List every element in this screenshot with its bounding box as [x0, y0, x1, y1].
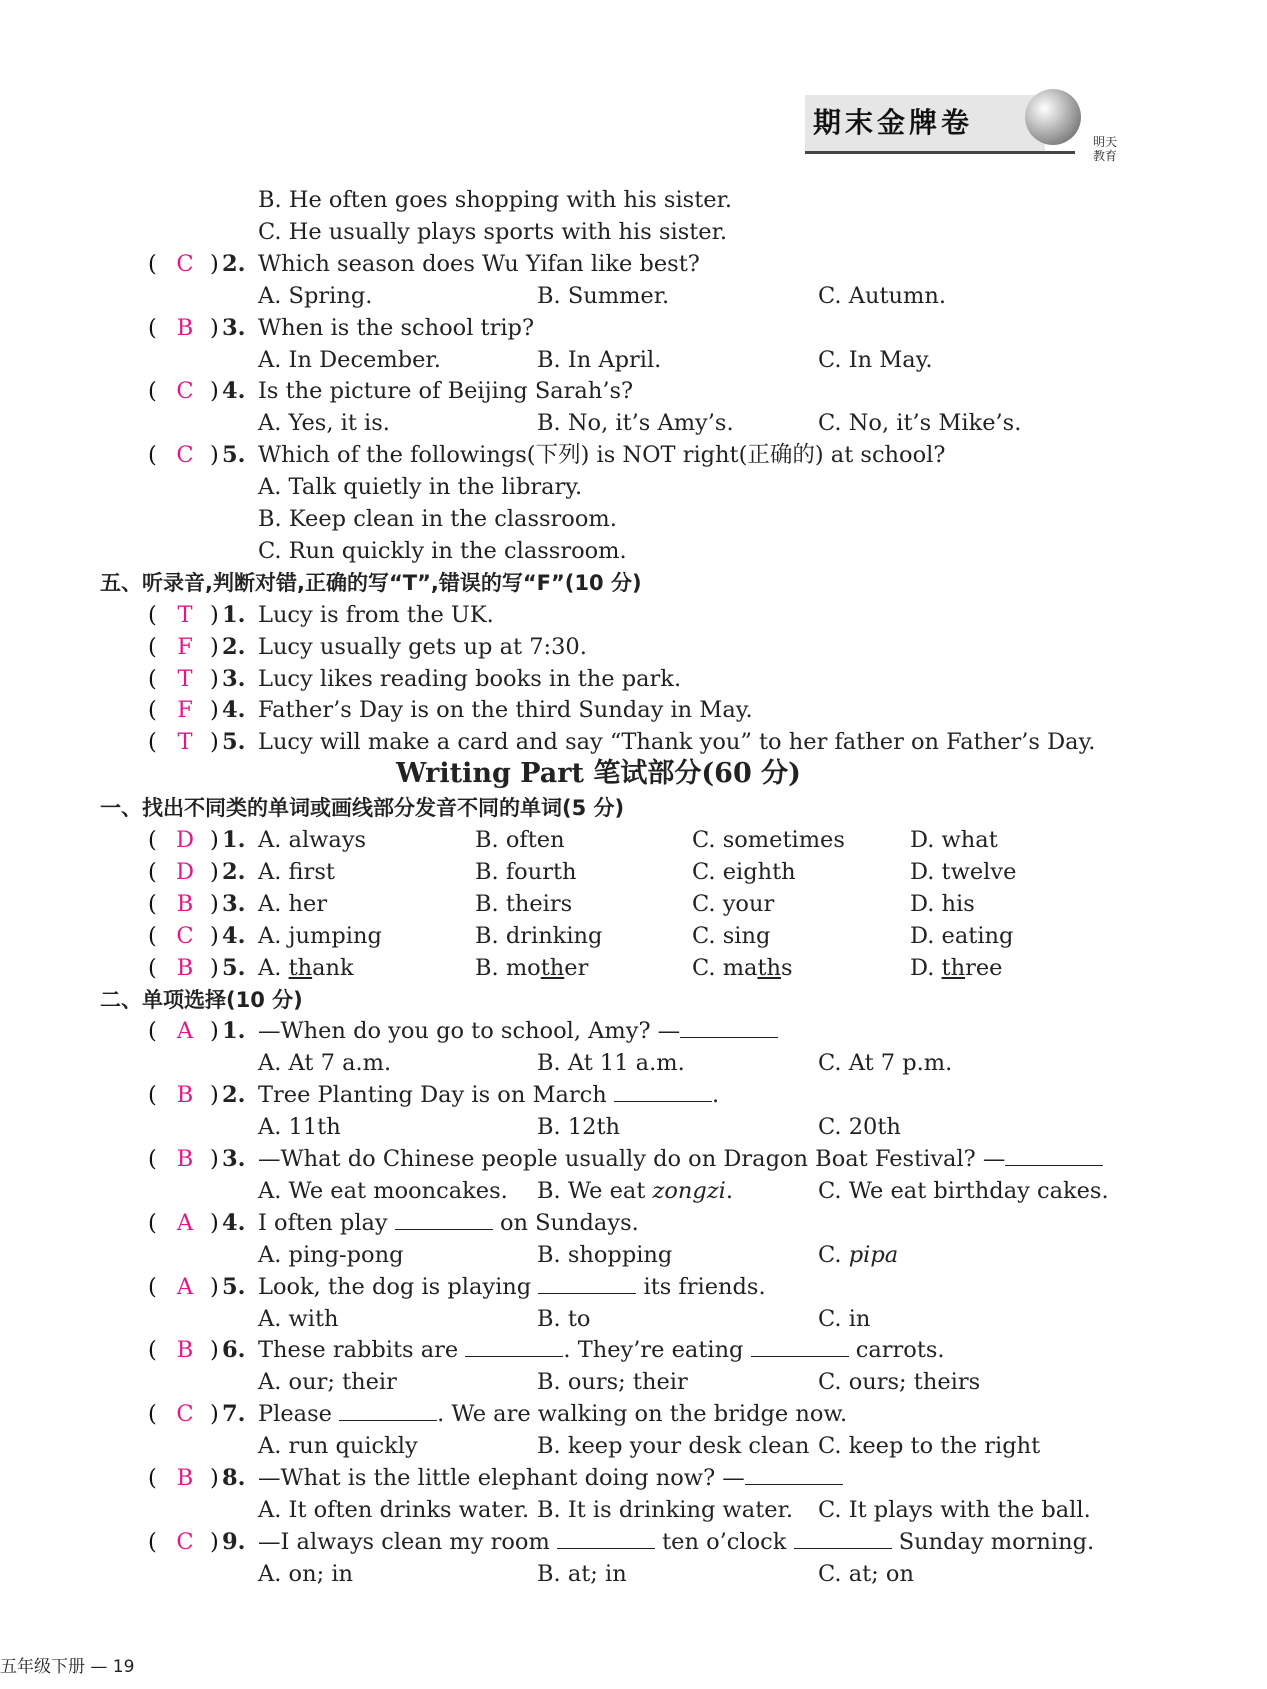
option-text: B. We eat zongzi. — [537, 1177, 734, 1204]
answer-mark: C — [176, 378, 194, 405]
answer-paren-open: ( — [148, 697, 157, 724]
brand-name: 明天教育 — [1093, 135, 1118, 163]
word-option: C. maths — [692, 954, 793, 981]
answer-paren-close: ) — [210, 729, 219, 756]
word-option: A. her — [258, 890, 328, 917]
option-text: A. At 7 a.m. — [258, 1050, 392, 1077]
answer-blank — [395, 1207, 493, 1230]
answer-blank — [794, 1526, 892, 1549]
underlined-part: th — [288, 954, 313, 981]
answer-paren-close: ) — [210, 1337, 219, 1364]
answer-paren-close: ) — [210, 1018, 219, 1045]
answer-paren-open: ( — [148, 1146, 157, 1172]
question-number: 1. — [222, 601, 246, 628]
answer-mark: A — [176, 1018, 194, 1045]
question-stem: When is the school trip? — [258, 314, 535, 341]
answer-paren-open: ( — [148, 1528, 157, 1555]
option-text: C. 20th — [818, 1114, 901, 1141]
question-number: 2. — [222, 1082, 246, 1109]
answer-paren-close: ) — [210, 697, 219, 724]
statement-text: Father’s Day is on the third Sunday in May. — [258, 697, 753, 724]
answer-mark: C — [176, 922, 194, 949]
option-text: C. He usually plays sports with his sister. — [258, 218, 728, 245]
section-heading: 一、找出不同类的单词或画线部分发音不同的单词(5 分) — [100, 796, 625, 821]
option-text: A. Spring. — [258, 282, 373, 309]
answer-mark: T — [177, 601, 193, 628]
underlined-part: th — [540, 954, 565, 981]
option-text: B. ours; their — [537, 1369, 688, 1396]
answer-paren-open: ( — [148, 314, 157, 341]
word-option: A. thank — [258, 954, 354, 981]
question-stem: Tree Planting Day is on March . — [258, 1079, 719, 1111]
question-number: 5. — [222, 1273, 246, 1300]
question-number: 3. — [222, 314, 246, 341]
word-option: C. eighth — [692, 858, 796, 885]
question-number: 4. — [222, 378, 246, 405]
answer-paren-open: ( — [148, 665, 157, 692]
option-text: A. We eat mooncakes. — [258, 1177, 508, 1204]
answer-mark: B — [176, 1337, 194, 1364]
option-text: B. No, it’s Amy’s. — [537, 410, 734, 437]
question-stem: —When do you go to school, Amy? — — [258, 1015, 778, 1047]
word-option: D. eating — [910, 922, 1014, 949]
answer-paren-close: ) — [210, 1146, 219, 1172]
option-text: B. Keep clean in the classroom. — [258, 506, 617, 532]
word-option: B. theirs — [475, 890, 573, 917]
word-option: D. twelve — [910, 858, 1017, 885]
question-number: 8. — [222, 1465, 246, 1491]
answer-mark: C — [176, 250, 194, 277]
question-number: 1. — [222, 1018, 246, 1045]
question-number: 2. — [222, 633, 246, 660]
answer-blank — [614, 1079, 712, 1102]
answer-mark: B — [176, 890, 194, 917]
option-text: B. at; in — [537, 1560, 627, 1587]
answer-paren-open: ( — [148, 1337, 157, 1364]
option-text: A. run quickly — [258, 1433, 418, 1460]
answer-blank — [465, 1334, 563, 1357]
answer-paren-close: ) — [210, 1401, 219, 1428]
option-text: B. 12th — [537, 1114, 621, 1141]
question-stem: Please . We are walking on the bridge now. — [258, 1398, 847, 1430]
option-text: A. Yes, it is. — [258, 410, 390, 437]
answer-blank — [538, 1271, 636, 1294]
word-option: A. jumping — [258, 922, 382, 949]
statement-text: Lucy is from the UK. — [258, 601, 494, 628]
answer-blank — [557, 1526, 655, 1549]
question-stem: —I always clean my room ten o’clock Sunday morning. — [258, 1526, 1094, 1558]
underlined-part: th — [941, 954, 966, 981]
option-text: A. 11th — [258, 1114, 341, 1141]
word-option: B. drinking — [475, 922, 603, 949]
word-option: D. three — [910, 954, 1003, 981]
option-text: A. with — [258, 1305, 339, 1332]
answer-paren-close: ) — [210, 1273, 219, 1300]
underlined-part: th — [757, 954, 782, 981]
option-text: A. Talk quietly in the library. — [258, 474, 583, 501]
answer-paren-open: ( — [148, 1209, 157, 1236]
option-text: B. In April. — [537, 346, 662, 373]
question-stem: Which season does Wu Yifan like best? — [258, 250, 700, 277]
question-number: 4. — [222, 1209, 246, 1236]
answer-mark: B — [176, 1146, 194, 1172]
option-italic: pipa — [848, 1241, 899, 1268]
answer-paren-open: ( — [148, 378, 157, 405]
answer-paren-close: ) — [210, 601, 219, 628]
option-text: B. At 11 a.m. — [537, 1050, 685, 1077]
statement-text: Lucy likes reading books in the park. — [258, 665, 682, 692]
option-text: C. At 7 p.m. — [818, 1050, 953, 1077]
answer-paren-close: ) — [210, 314, 219, 341]
word-option: A. always — [258, 827, 367, 853]
answer-paren-open: ( — [148, 954, 157, 981]
word-option: B. fourth — [475, 858, 577, 885]
option-text: B. He often goes shopping with his sister. — [258, 187, 733, 213]
answer-mark: D — [175, 827, 195, 853]
writing-part-title: Writing Part 笔试部分(60 分) — [396, 758, 801, 790]
option-text: B. to — [537, 1305, 591, 1332]
word-option: C. sometimes — [692, 827, 845, 853]
answer-paren-close: ) — [210, 954, 219, 981]
option-text: A. In December. — [258, 346, 441, 373]
answer-paren-close: ) — [210, 442, 219, 469]
answer-paren-close: ) — [210, 890, 219, 917]
question-number: 5. — [222, 954, 246, 981]
option-text: A. ping-pong — [258, 1241, 404, 1268]
page-header — [805, 95, 1125, 175]
answer-blank — [751, 1334, 849, 1357]
answer-mark: B — [176, 954, 194, 981]
question-number: 9. — [222, 1528, 246, 1555]
answer-paren-close: ) — [210, 633, 219, 660]
option-text: A. on; in — [258, 1560, 354, 1587]
answer-paren-close: ) — [210, 250, 219, 277]
answer-paren-open: ( — [148, 1018, 157, 1045]
answer-mark: T — [177, 729, 193, 756]
statement-text: Lucy usually gets up at 7:30. — [258, 633, 587, 660]
word-option: C. your — [692, 890, 775, 917]
word-option: D. what — [910, 827, 998, 853]
question-stem: These rabbits are . They’re eating carrots. — [258, 1334, 945, 1366]
option-text: C. It plays with the ball. — [818, 1496, 1091, 1523]
question-number: 3. — [222, 890, 246, 917]
answer-paren-close: ) — [210, 1528, 219, 1555]
page-footer: 五年级下册 — 19 — [0, 1657, 135, 1677]
answer-paren-close: ) — [210, 378, 219, 405]
answer-mark: F — [177, 633, 193, 660]
answer-blank — [680, 1015, 778, 1038]
option-text: B. shopping — [537, 1241, 673, 1268]
answer-blank — [745, 1462, 843, 1485]
answer-paren-open: ( — [148, 601, 157, 628]
option-text: B. keep your desk clean — [537, 1433, 810, 1460]
answer-paren-close: ) — [210, 922, 219, 949]
question-number: 5. — [222, 442, 246, 469]
option-text: C. in — [818, 1305, 871, 1332]
question-stem: —What is the little elephant doing now? — — [258, 1462, 843, 1494]
answer-paren-open: ( — [148, 1401, 157, 1428]
question-stem: Which of the followings(下列) is NOT right(正确的) at school? — [258, 442, 946, 469]
word-option: D. his — [910, 890, 975, 917]
answer-mark: C — [176, 1401, 194, 1428]
answer-paren-close: ) — [210, 1209, 219, 1236]
answer-mark: A — [176, 1273, 194, 1300]
answer-paren-open: ( — [148, 442, 157, 469]
question-number: 6. — [222, 1337, 246, 1364]
question-number: 7. — [222, 1401, 246, 1428]
question-number: 3. — [222, 1146, 246, 1172]
question-number: 5. — [222, 729, 246, 756]
option-text: C. Run quickly in the classroom. — [258, 537, 627, 564]
option-text: C. In May. — [818, 346, 933, 373]
answer-mark: F — [177, 697, 193, 724]
answer-paren-open: ( — [148, 1465, 157, 1491]
section-heading: 二、单项选择(10 分) — [100, 987, 303, 1012]
section-heading: 五、听录音,判断对错,正确的写“T”,错误的写“F”(10 分) — [100, 570, 642, 595]
option-text: C. pipa — [818, 1241, 899, 1268]
answer-paren-close: ) — [210, 827, 219, 853]
word-option: C. sing — [692, 922, 771, 949]
answer-paren-open: ( — [148, 858, 157, 885]
answer-mark: C — [176, 1528, 194, 1555]
option-text: B. Summer. — [537, 282, 670, 309]
question-number: 4. — [222, 922, 246, 949]
answer-paren-close: ) — [210, 1082, 219, 1109]
question-number: 2. — [222, 858, 246, 885]
option-text: A. It often drinks water. — [258, 1496, 530, 1523]
word-option: A. first — [258, 858, 335, 885]
option-italic: zongzi — [652, 1177, 726, 1204]
question-number: 1. — [222, 827, 246, 853]
question-stem: —What do Chinese people usually do on Dragon Boat Festival? — — [258, 1143, 1103, 1175]
answer-mark: B — [176, 314, 194, 341]
word-option: B. mother — [475, 954, 589, 981]
answer-blank — [1005, 1143, 1103, 1166]
answer-paren-open: ( — [148, 250, 157, 277]
statement-text: Lucy will make a card and say “Thank you” to her father on Father’s Day. — [258, 729, 1096, 756]
answer-mark: B — [176, 1082, 194, 1109]
answer-paren-open: ( — [148, 827, 157, 853]
answer-blank — [339, 1398, 437, 1421]
header-title: 期末金牌卷 — [813, 106, 974, 139]
answer-mark: C — [176, 442, 194, 469]
answer-mark: A — [176, 1209, 194, 1236]
answer-mark: T — [177, 665, 193, 692]
option-text: B. It is drinking water. — [537, 1496, 794, 1523]
header-rule — [805, 151, 1075, 154]
option-text: A. our; their — [258, 1369, 397, 1396]
option-text: C. keep to the right — [818, 1433, 1041, 1460]
option-text: C. Autumn. — [818, 282, 946, 309]
question-stem: Look, the dog is playing its friends. — [258, 1271, 766, 1303]
answer-mark: D — [175, 858, 195, 885]
answer-paren-open: ( — [148, 922, 157, 949]
answer-mark: B — [176, 1465, 194, 1491]
option-text: C. We eat birthday cakes. — [818, 1177, 1109, 1204]
option-text: C. at; on — [818, 1560, 914, 1587]
answer-paren-close: ) — [210, 665, 219, 692]
question-stem: Is the picture of Beijing Sarah’s? — [258, 378, 634, 405]
logo-ball-icon — [1025, 89, 1081, 145]
answer-paren-close: ) — [210, 858, 219, 885]
question-stem: I often play on Sundays. — [258, 1207, 639, 1239]
question-number: 4. — [222, 697, 246, 724]
word-option: B. often — [475, 827, 565, 853]
answer-paren-open: ( — [148, 1082, 157, 1109]
answer-paren-open: ( — [148, 633, 157, 660]
answer-paren-open: ( — [148, 890, 157, 917]
option-text: C. No, it’s Mike’s. — [818, 410, 1022, 437]
answer-paren-open: ( — [148, 1273, 157, 1300]
answer-paren-close: ) — [210, 1465, 219, 1491]
question-number: 3. — [222, 665, 246, 692]
answer-paren-open: ( — [148, 729, 157, 756]
question-number: 2. — [222, 250, 246, 277]
option-text: C. ours; theirs — [818, 1369, 981, 1396]
